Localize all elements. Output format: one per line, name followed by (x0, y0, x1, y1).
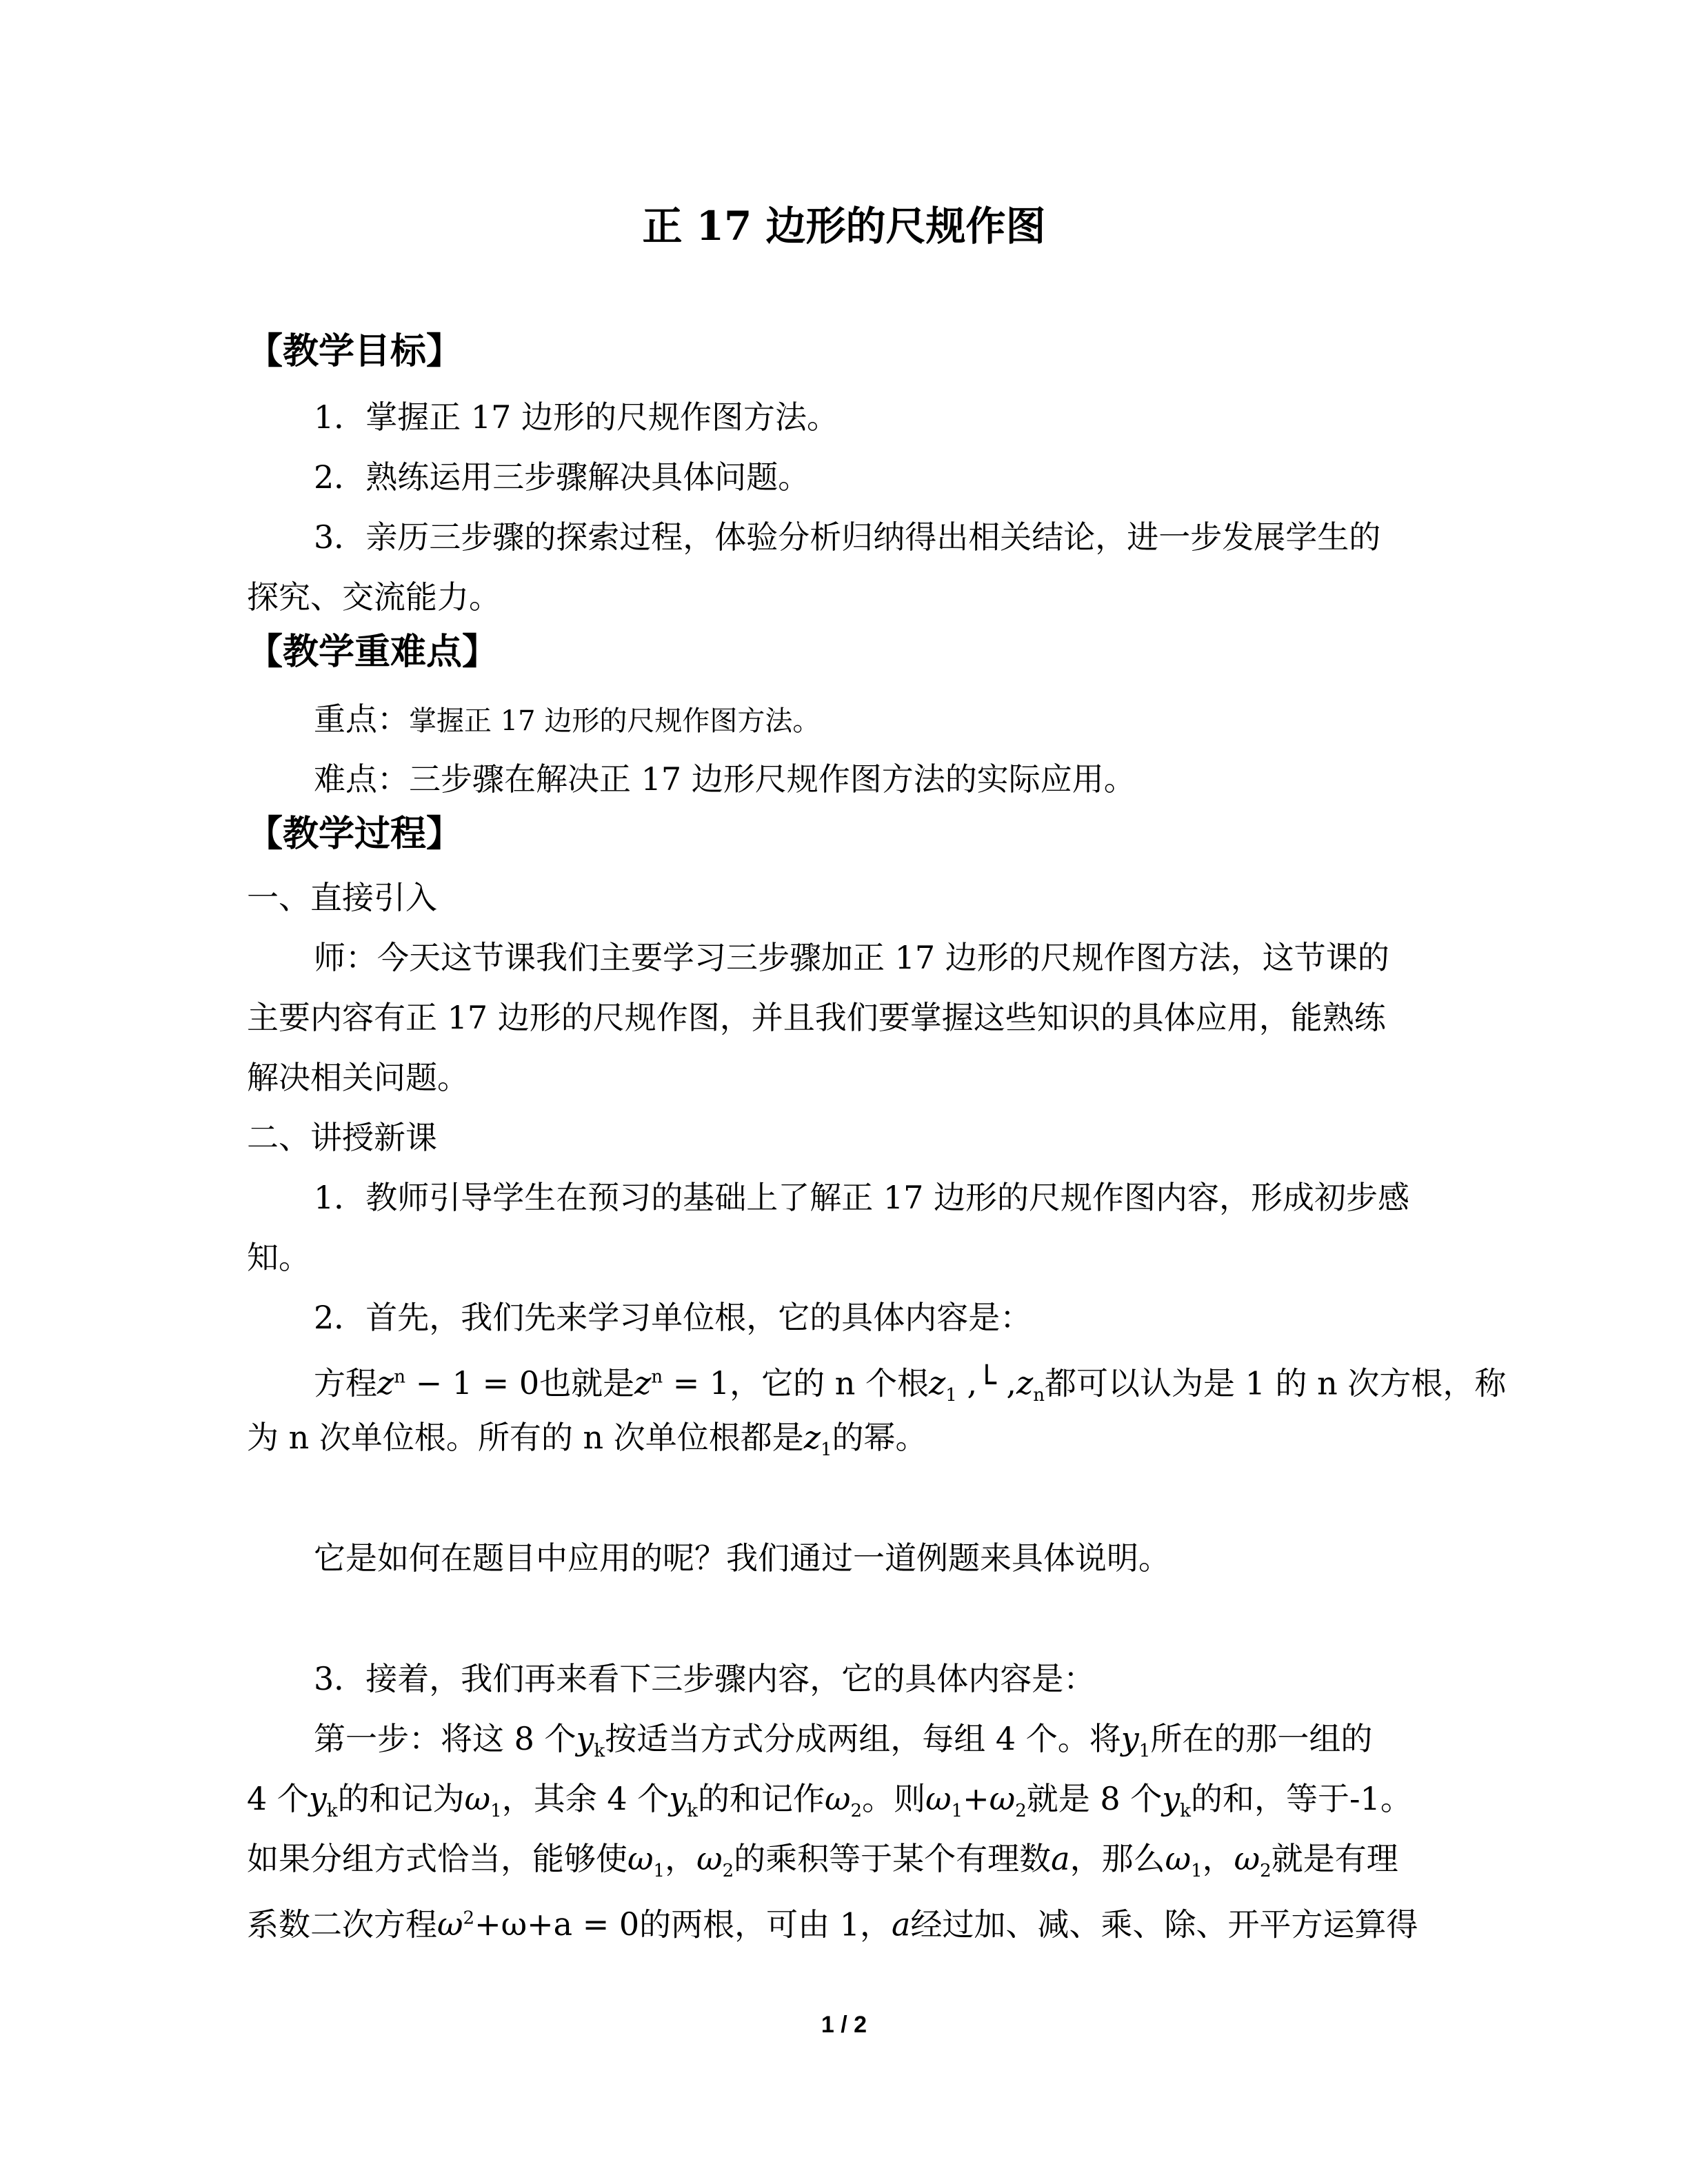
heading-objectives: 【教学目标】 (247, 330, 463, 372)
text-span: 。则 (862, 1780, 926, 1817)
math-yk (576, 1720, 605, 1762)
math-z1 (803, 1419, 832, 1461)
math-w1-plus-w2 (925, 1780, 1027, 1822)
math-sub: 1 (821, 1439, 832, 1461)
focus-label: 重点： (314, 700, 409, 738)
objective-item-2: 2．熟练运用三步骤解决具体问题。 (314, 458, 810, 496)
math-var: ω (1165, 1840, 1192, 1877)
math-sub: n (1033, 1385, 1045, 1406)
math-w2 (825, 1780, 863, 1822)
text-span: 的和记作 (698, 1780, 825, 1817)
unit-root-line-2 (247, 1410, 927, 1477)
math-rest: + (963, 1780, 989, 1817)
equation-zn-minus-1 (377, 1364, 539, 1402)
math-var: y (669, 1780, 687, 1817)
math-w1 (464, 1780, 502, 1822)
math-w1 (627, 1840, 665, 1882)
key-point-focus (314, 691, 820, 749)
math-y1 (1121, 1720, 1151, 1762)
text-span: ， (665, 1840, 697, 1877)
math-yk (669, 1780, 698, 1822)
text-span: ，它的 n 个根 (730, 1364, 930, 1402)
math-var: y (308, 1780, 327, 1817)
math-sub: 1 (945, 1385, 957, 1406)
text-span: 方程 (314, 1364, 377, 1402)
part1-line-3: 解决相关问题。 (247, 1059, 469, 1096)
step3-intro: 3．接着，我们再来看下三步骤内容，它的具体内容是： (314, 1660, 1096, 1697)
text-span: 的两根，可由 1， (639, 1905, 892, 1943)
text-span: ，其余 4 个 (501, 1780, 670, 1817)
math-rest: ,└ , (956, 1364, 1017, 1402)
math-var: z (929, 1364, 946, 1402)
math-sup: 2 (463, 1908, 475, 1929)
math-rest: = 1 (663, 1364, 730, 1402)
heading-key-points: 【教学重难点】 (247, 631, 499, 673)
math-w1 (1165, 1840, 1203, 1882)
objective-item-3-cont: 探究、交流能力。 (247, 578, 501, 616)
math-var: z (377, 1364, 394, 1402)
math-rest: − 1 = 0 (405, 1364, 540, 1402)
step1-line-4 (247, 1891, 1418, 1952)
equation-zn-equals-1 (634, 1364, 730, 1402)
math-var: y (576, 1720, 594, 1757)
part2-line-1: 1．教师引导学生在预习的基础上了解正 17 边形的尺规作图内容，形成初步感 (314, 1179, 1410, 1216)
math-sup: n (651, 1367, 663, 1388)
part2-line-2: 知。 (247, 1239, 310, 1276)
math-sub: 2 (1260, 1861, 1272, 1882)
math-sub: 1 (490, 1801, 502, 1822)
text-span: 如果分组方式恰当，能够使 (247, 1840, 627, 1877)
math-var: z (634, 1364, 652, 1402)
math-var: ω (696, 1840, 723, 1877)
application-line: 它是如何在题目中应用的呢？我们通过一道例题来具体说明。 (314, 1539, 1170, 1577)
text-span: 的幂。 (832, 1419, 927, 1456)
part1-line-1: 师：今天这节课我们主要学习三步骤加正 17 边形的尺规作图方法，这节课的 (314, 939, 1389, 976)
text-span: 所在的那一组的 (1150, 1720, 1373, 1757)
roots-list (929, 1364, 1045, 1406)
part1-title: 一、直接引入 (247, 879, 437, 916)
math-a: a (1051, 1840, 1070, 1877)
math-sub: k (687, 1801, 698, 1822)
part1-line-2: 主要内容有正 17 边形的尺规作图，并且我们要掌握这些知识的具体应用，能熟练 (247, 999, 1386, 1036)
text-span: 的乘积等于某个有理数 (734, 1840, 1052, 1877)
math-var: ω (1234, 1840, 1260, 1877)
math-var: ω (627, 1840, 654, 1877)
text-span: ，那么 (1069, 1840, 1165, 1877)
math-sup: n (394, 1367, 405, 1388)
heading-process: 【教学过程】 (247, 813, 463, 855)
objective-item-3: 3．亲历三步骤的探索过程，体验分析归纳得出相关结论，进一步发展学生的 (314, 518, 1381, 556)
math-var: ω (437, 1905, 463, 1943)
text-span: 的和，等于-1。 (1191, 1780, 1412, 1817)
step1-line-2 (247, 1771, 1412, 1839)
math-sub: 2 (850, 1801, 863, 1822)
text-span: 系数二次方程 (247, 1905, 437, 1943)
text-span: 第一步：将这 8 个 (314, 1720, 576, 1757)
math-var: ω (925, 1780, 952, 1817)
key-point-difficulty: 难点：三步骤在解决正 17 边形尺规作图方法的实际应用。 (314, 760, 1136, 798)
text-span: 为 n 次单位根。所有的 n 次单位根都是 (247, 1419, 804, 1456)
math-sub: k (594, 1741, 605, 1762)
math-sub: 1 (1191, 1861, 1203, 1882)
math-rest: +ω+a = 0 (474, 1905, 640, 1943)
math-var: y (1162, 1780, 1180, 1817)
math-var: ω (464, 1780, 491, 1817)
math-var: ω (825, 1780, 851, 1817)
math-w2 (1234, 1840, 1272, 1882)
math-sub: 1 (1138, 1741, 1151, 1762)
focus-text: 掌握正 17 边形的尺规作图方法。 (409, 705, 821, 737)
math-sub: k (326, 1801, 338, 1822)
math-var: z (803, 1419, 821, 1456)
math-sub: 1 (653, 1861, 665, 1882)
math-yk (1162, 1780, 1192, 1822)
math-sub: k (1180, 1801, 1192, 1822)
text-span: 都可以认为是 1 的 n 次方根，称 (1045, 1364, 1507, 1402)
step1-line-1 (314, 1711, 1372, 1779)
math-yk (308, 1780, 338, 1822)
text-span: ， (1202, 1840, 1234, 1877)
page-title: 正 17 边形的尺规作图 (642, 203, 1046, 250)
text-span: 经过加、减、乘、除、开平方运算得 (910, 1905, 1418, 1943)
math-a: a (892, 1905, 911, 1943)
math-sub: 2 (1015, 1801, 1027, 1822)
part2-title: 二、讲授新课 (247, 1119, 437, 1156)
math-sub: 1 (951, 1801, 963, 1822)
math-var: z (1016, 1364, 1034, 1402)
math-sub: 2 (722, 1861, 734, 1882)
text-span: 的和记为 (337, 1780, 465, 1817)
quadratic-equation (437, 1905, 639, 1943)
math-w2 (696, 1840, 734, 1882)
math-var: ω (989, 1780, 1016, 1817)
step1-line-3 (247, 1831, 1398, 1899)
objective-item-1: 1．掌握正 17 边形的尺规作图方法。 (314, 398, 839, 436)
text-span: 也就是 (539, 1364, 635, 1402)
text-span: 就是 8 个 (1026, 1780, 1163, 1817)
text-span: 4 个 (247, 1780, 309, 1817)
page-number: 1 / 2 (821, 2012, 867, 2038)
math-var: y (1121, 1720, 1139, 1757)
text-span: 就是有理 (1271, 1840, 1398, 1877)
text-span: 按适当方式分成两组，每组 4 个。将 (605, 1720, 1121, 1757)
part2-line-3: 2．首先，我们先来学习单位根，它的具体内容是： (314, 1299, 1032, 1336)
